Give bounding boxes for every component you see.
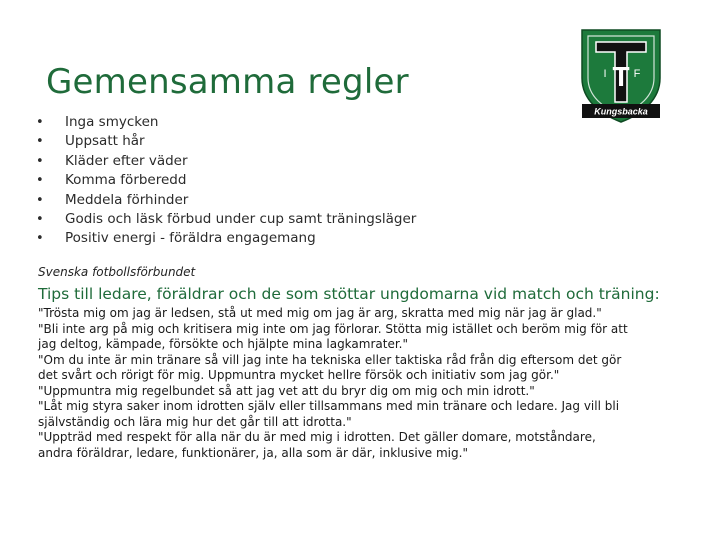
- tips-heading: Tips till ledare, föräldrar och de som stöttar ungdomarna vid match och träning:: [38, 285, 660, 303]
- crest-wordmark: Kungsbacka: [594, 106, 648, 117]
- rule-text: Uppsatt hår: [65, 133, 145, 150]
- rule-item: [36, 132, 416, 151]
- quote-paragraph: "Uppmuntra mig regelbundet så att jag vet att du bryr dig om mig och min idrott.": [38, 383, 535, 398]
- bullet-icon: •: [36, 115, 44, 130]
- rule-text: Komma förberedd: [65, 172, 187, 189]
- bullet-icon: •: [36, 134, 44, 150]
- rule-text: Inga smycken: [65, 114, 159, 130]
- page-title: Gemensamma regler: [46, 62, 409, 102]
- bullet-icon: •: [36, 212, 44, 228]
- rule-text: Meddela förhinder: [65, 191, 189, 208]
- bullet-icon: •: [36, 192, 44, 208]
- source-attribution: Svenska fotbollsförbundet: [38, 265, 196, 279]
- quote-paragraph: "Bli inte arg på mig och kritisera mig inte om jag förlorar. Stötta mig istället och beröm mig för att jag deltog, kämpade, försökte och hjälpte mina lagkamrater.": [38, 321, 628, 351]
- bullet-icon: •: [36, 231, 44, 247]
- rule-item: [36, 152, 416, 171]
- rule-item: [36, 210, 416, 229]
- quote-paragraph: "Om du inte är min tränare så vill jag inte ha tekniska eller taktiska råd från dig eftersom det gör det svårt och rörigt för mig. Uppmuntra mycket hellre försök och initiativ som jag gör.": [38, 352, 622, 382]
- quotes-block: [38, 306, 628, 461]
- crest-letter-right: F: [633, 68, 641, 80]
- bullet-icon: •: [36, 173, 44, 189]
- rule-item: [36, 171, 416, 190]
- crest-letter-center: T: [612, 61, 630, 92]
- quote-paragraph: "Trösta mig om jag är ledsen, stå ut med mig om jag är arg, skratta med mig när jag är glad.": [38, 306, 602, 320]
- rules-list: [36, 113, 416, 249]
- rule-text: Godis och läsk förbud under cup samt träningsläger: [65, 211, 417, 228]
- rule-text: Kläder efter väder: [65, 152, 188, 169]
- rule-text: Positiv energi - föräldra engagemang: [65, 230, 316, 247]
- quote-paragraph: "Låt mig styra saker inom idrotten själv eller tillsammans med min tränare och ledare. Jag vill bli självständig och lära mig hur det går till att idrotta.": [38, 399, 620, 429]
- rule-item: [36, 229, 416, 248]
- bullet-icon: •: [36, 153, 44, 169]
- rule-item: [36, 191, 416, 210]
- rule-item: [36, 113, 416, 132]
- club-crest-logo: [580, 28, 662, 124]
- quote-paragraph: "Uppträd med respekt för alla när du är med mig i idrotten. Det gäller domare, motståndare, andra föräldrar, ledare, funktionärer, ja, alla som är där, inklusive mig.": [38, 430, 596, 460]
- crest-letter-left: I: [603, 68, 607, 80]
